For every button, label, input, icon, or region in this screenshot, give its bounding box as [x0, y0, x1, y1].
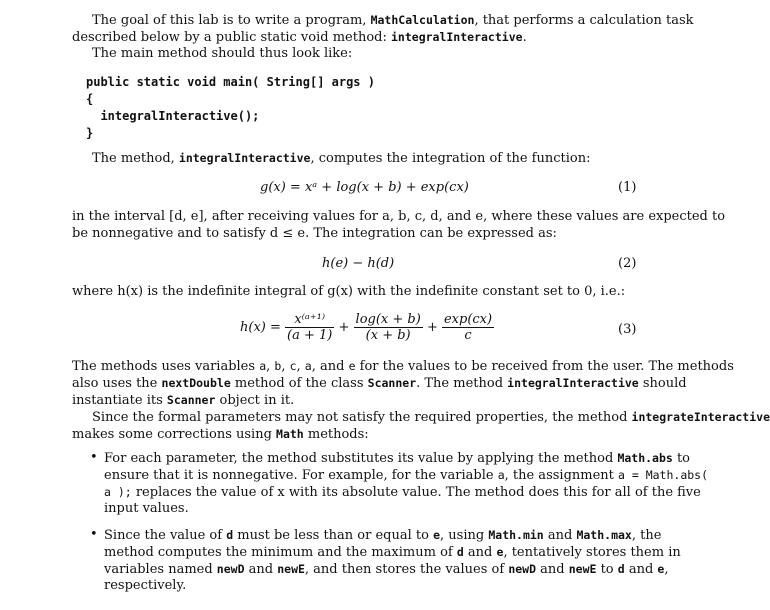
fraction-3-denominator: c — [464, 328, 472, 343]
uses-line-1: The methods uses variables a, b, c, a, and e for the values to be received from the user. The methods — [72, 359, 734, 374]
bullet-1-line-2: ensure that it is nonnegative. For example, for the variable a, the assignment a = Math.abs( — [104, 468, 709, 483]
bullet-2-line-1: Since the value of d must be less than or equal to e, using Math.min and Math.max, the — [104, 528, 662, 543]
bullet-1-marker: • — [90, 450, 98, 465]
interval-line-1: in the interval [d, e], after receiving values for a, b, c, d, and e, where these values are expected to — [72, 209, 726, 224]
bullet-1-line-3: a ); replaces the value of x with its absolute value. The method does this for all of the five — [104, 485, 701, 500]
fraction-3 — [442, 312, 494, 343]
code-line-4: } — [86, 126, 94, 140]
equation-3: h(x) = $\frac{\text{x⁽ᵃ⁺¹⁾}}{(a + 1)}$ + $\frac{\log(x + b)}{(x + b)}$ + $\frac{\exp(cx)}{c}$ — [240, 312, 493, 343]
uses-line-3: instantiate its Scanner object in it. — [72, 393, 295, 408]
since-line-2: makes some corrections using Math methods: — [72, 427, 369, 442]
bullet-2-line-4: respectively. — [104, 578, 187, 593]
equation-3-lhs: h(x) = — [240, 320, 281, 335]
intro-line-3: The main method should thus look like: — [92, 46, 353, 61]
equation-1-number: (1) — [618, 180, 637, 195]
code-line-1: public static void main( String[] args ) — [86, 75, 375, 89]
fraction-2-denominator: (x + b) — [365, 328, 411, 343]
where-line: where h(x) is the indefinite integral of g(x) with the indefinite constant set to 0, i.e.: — [72, 284, 626, 299]
bullet-2-line-2: method computes the minimum and the maximum of d and e, tentatively stores them in — [104, 545, 681, 560]
bullet-1-line-4: input values. — [104, 501, 189, 516]
bullet-2-line-3: variables named newD and newE, and then stores the values of newD and newE to d and e, — [104, 562, 669, 577]
fraction-2 — [354, 312, 423, 343]
fraction-1-denominator: (a + 1) — [287, 328, 333, 343]
equation-3-number: (3) — [618, 322, 637, 337]
intro-line-1: The goal of this lab is to write a program, MathCalculation, that performs a calculation task — [92, 13, 694, 28]
method-description: The method, integralInteractive, computes the integration of the function: — [92, 151, 591, 166]
fraction-1-numerator: x⁽ᵃ⁺¹⁾ — [285, 312, 334, 328]
bullet-1-line-1: For each parameter, the method substitutes its value by applying the method Math.abs to — [104, 451, 691, 466]
fraction-3-numerator: exp(cx) — [443, 312, 493, 327]
code-line-3: integralInteractive(); — [86, 109, 260, 123]
equation-2: h(e) − h(d) — [322, 256, 395, 271]
code-line-2: { — [86, 92, 94, 106]
uses-line-2: also uses the nextDouble method of the class Scanner. The method integralInteractive should — [72, 376, 687, 391]
intro-line-2: described below by a public static void method: integralInteractive. — [72, 30, 527, 45]
bullet-2-marker: • — [90, 527, 98, 542]
fraction-2-numerator: log(x + b) — [355, 312, 421, 327]
interval-line-2: be nonnegative and to satisfy d ≤ e. The integration can be expressed as: — [72, 226, 557, 241]
equation-1: g(x) = xᵃ + log(x + b) + exp(cx) — [260, 180, 469, 195]
since-line-1: Since the formal parameters may not satisfy the required properties, the method integrateInteractive — [92, 410, 770, 425]
equation-2-number: (2) — [618, 256, 637, 271]
fraction-1 — [285, 312, 334, 343]
